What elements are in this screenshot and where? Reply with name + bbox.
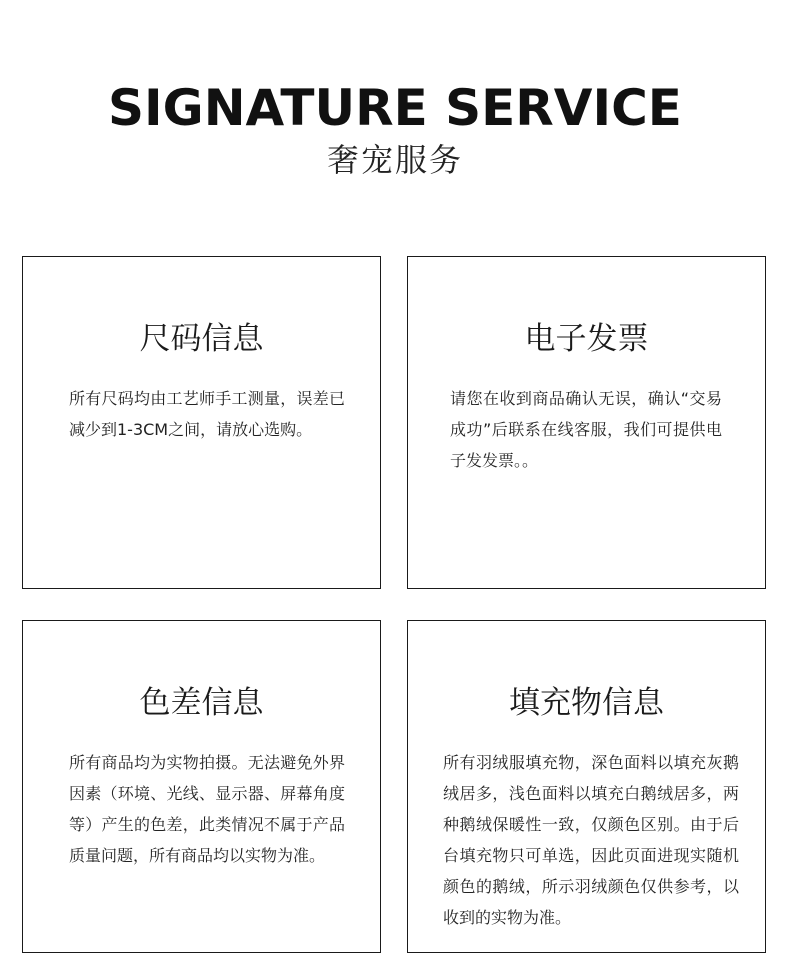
color-info-card: [22, 620, 381, 953]
invoice-info-text: 请您在收到商品确认无误，确认“交易成功”后联系在线客服，我们可提供电子发发票。。: [450, 389, 722, 470]
size-info-title: 尺码信息: [139, 321, 264, 357]
size-info-card: [22, 256, 381, 589]
color-info-title: 色差信息: [139, 685, 264, 721]
page-title-cn: 奢宠服务: [326, 141, 463, 179]
page-title-en: SIGNATURE SERVICE: [108, 79, 682, 137]
color-info-text: 所有商品均为实物拍摄。无法避免外界因素（环境、光线、显示器、屏幕角度等）产生的色差，此类情况不属于产品质量问题，所有商品均以实物为准。: [69, 753, 345, 865]
filling-info-text: 所有羽绒服填充物，深色面料以填充灰鹅绒居多，浅色面料以填充白鹅绒居多，两种鹅绒保暖性一致，仅颜色区别。由于后台填充物只可单选，因此页面进现实随机颜色的鹅绒，所示羽绒颜色仅供参考，以收到的实物为准。: [443, 753, 739, 927]
filling-info-title: 填充物信息: [509, 685, 664, 721]
size-info-text: 所有尺码均由工艺师手工测量，误差已减少到1-3CM之间，请放心选购。: [69, 389, 345, 439]
invoice-info-card: [407, 256, 766, 589]
filling-info-card: [407, 620, 766, 953]
invoice-info-title: 电子发票: [524, 321, 649, 357]
